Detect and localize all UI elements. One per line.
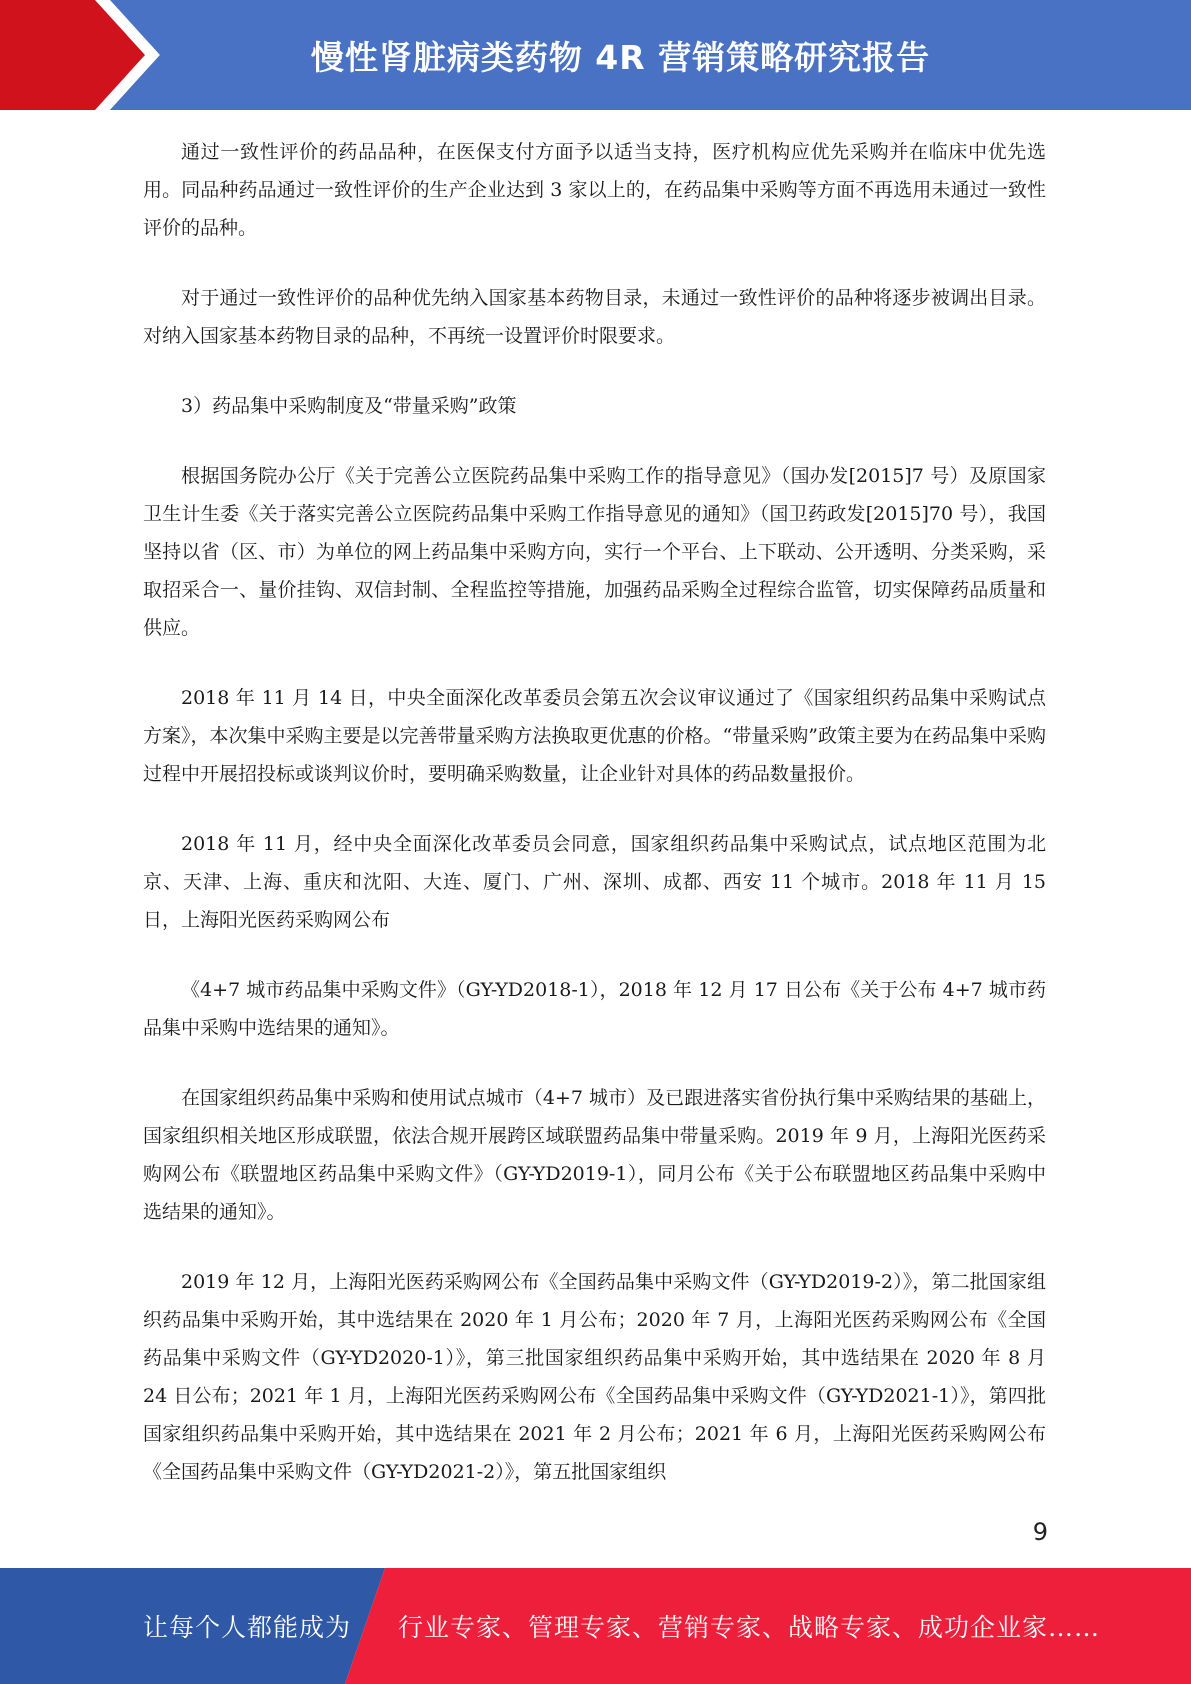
- report-title: 慢性肾脏病类药物 4R 营销策略研究报告: [310, 37, 931, 77]
- paragraph-pilot-plan-2018: 2018 年 11 月 14 日，中央全面深化改革委员会第五次会议审议通过了《国家组织药品集中采购试点方案》，本次集中采购主要是以完善带量采购方法换取更优惠的价格。“带量采购”政策主要为在药品集中采购过程中开展招投标或谈判议价时，要明确采购数量，让企业针对具体的药品数量报价。: [143, 687, 1046, 785]
- paragraph-essential-drug-list: 对于通过一致性评价的品种优先纳入国家基本药物目录，未通过一致性评价的品种将逐步被调出目录。对纳入国家基本药物目录的品种，不再统一设置评价时限要求。: [143, 287, 1046, 347]
- section-heading-procurement: 3）药品集中采购制度及“带量采购”政策: [181, 395, 517, 417]
- page-footer: [0, 1568, 1191, 1684]
- paragraph-national-batches: 2019 年 12 月，上海阳光医药采购网公布《全国药品集中采购文件（GY-YD2019-2）》，第二批国家组织药品集中采购开始，其中选结果在 2020 年 1 月公布；2020 年 7 月，上海阳光医药采购网公布《全国药品集中采购文件（GY-YD2020-1）》，第三批国家组织药品集中采购开始，其中选结果在 2020 年 8 月 24 日公布；2021 年 1 月，上海阳光医药采购网公布《全国药品集中采购文件（GY-YD2021-1）》，第四批国家组织药品集中采购开始，其中选结果在 2021 年 2 月公布；2021 年 6 月，上海阳光医药采购网公布《全国药品集中采购文件（GY-YD2021-2）》，第五批国家组织: [143, 1271, 1046, 1483]
- paragraph-4plus7-documents: 《4+7 城市药品集中采购文件》（GY-YD2018-1），2018 年 12 月 17 日公布《关于公布 4+7 城市药品集中采购中选结果的通知》。: [143, 979, 1046, 1039]
- page-header: [0, 0, 1191, 110]
- header-arrow-graphic: [0, 0, 160, 110]
- footer-slogan-left: 让每个人都能成为: [143, 1613, 352, 1642]
- footer-slogan-right: 行业专家、管理专家、营销专家、战略专家、成功企业家……: [398, 1613, 1101, 1642]
- paragraph-consistency-support: 通过一致性评价的药品品种，在医保支付方面予以适当支持，医疗机构应优先采购并在临床中优先选用。同品种药品通过一致性评价的生产企业达到 3 家以上的，在药品集中采购等方面不再选用未通过一致性评价的品种。: [143, 141, 1046, 239]
- document-body: [143, 133, 1046, 1523]
- page-number: 9: [1032, 1518, 1048, 1546]
- paragraph-alliance-procurement: 在国家组织药品集中采购和使用试点城市（4+7 城市）及已跟进落实省份执行集中采购结果的基础上，国家组织相关地区形成联盟，依法合规开展跨区域联盟药品集中带量采购。2019 年 9 月，上海阳光医药采购网公布《联盟地区药品集中采购文件》（GY-YD2019-1），同月公布《关于公布联盟地区药品集中采购中选结果的通知》。: [143, 1087, 1046, 1223]
- paragraph-state-council-guidance: 根据国务院办公厅《关于完善公立医院药品集中采购工作的指导意见》（国办发[2015]7 号）及原国家卫生计生委《关于落实完善公立医院药品集中采购工作指导意见的通知》（国卫药政发[2015]70 号），我国坚持以省（区、市）为单位的网上药品集中采购方向，实行一个平台、上下联动、公开透明、分类采购，采取招采合一、量价挂钩、双信封制、全程监控等措施，加强药品采购全过程综合监管，切实保障药品质量和供应。: [143, 465, 1046, 639]
- paragraph-pilot-cities: 2018 年 11 月，经中央全面深化改革委员会同意，国家组织药品集中采购试点，试点地区范围为北京、天津、上海、重庆和沈阳、大连、厦门、广州、深圳、成都、西安 11 个城市。2018 年 11 月 15 日，上海阳光医药采购网公布: [143, 833, 1046, 931]
